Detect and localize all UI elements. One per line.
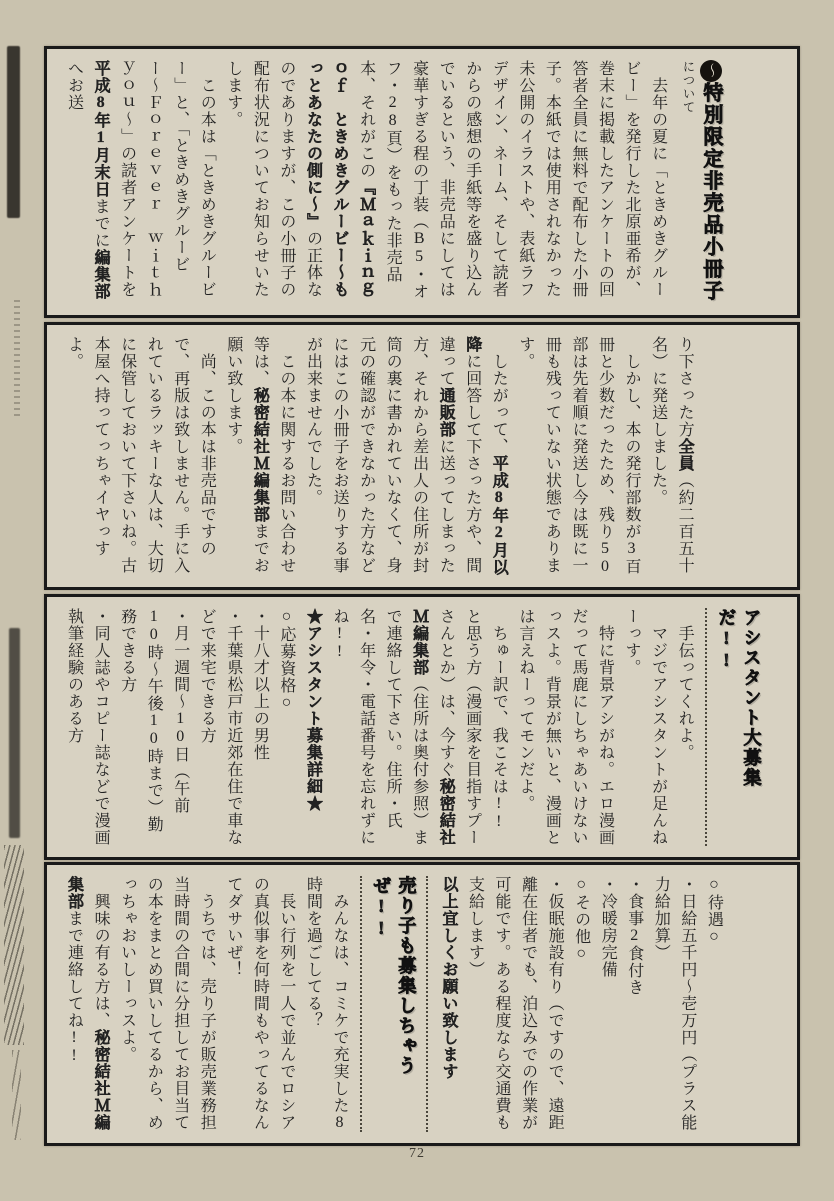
paragraph — [647, 876, 700, 1132]
assistant-recruit-box — [44, 594, 800, 860]
text-segment: ○その他○ — [572, 876, 590, 963]
paragraph — [434, 876, 461, 1132]
paragraph — [700, 876, 727, 1132]
paragraph — [113, 608, 193, 846]
section-title-suffix: について — [680, 60, 695, 114]
text-segment: までに — [92, 198, 110, 249]
text-segment: 特に背景アシがね。エロ漫画だって馬鹿にしちゃあいけないっスよ。背景が無いと、漫画とは言えねーってモンだよ。 — [516, 608, 614, 846]
dotted-separator — [426, 876, 428, 1132]
paragraph — [511, 336, 644, 576]
booklet-info-continuation-box — [44, 322, 800, 590]
text-segment: 以上宜しくお願い致します — [439, 876, 457, 1080]
vertical-text-area — [47, 597, 777, 857]
paragraph — [60, 60, 219, 315]
text-segment: ・月一週間〜10日（午前10時〜午後10時まで）勤務できる方 — [118, 608, 189, 833]
text-segment: り下さった方 — [676, 336, 694, 438]
scan-artifact — [14, 300, 20, 420]
text-segment: この本に関するお問い合わせ等は、 — [251, 336, 295, 574]
paragraph — [511, 608, 617, 846]
text-segment: 平成8年1月末日 — [92, 60, 110, 198]
text-segment: ★アシスタント募集詳細★ — [304, 608, 322, 812]
text-segment: みんなは、コミケで充実した8時間を過ごしてる？ — [304, 876, 349, 1132]
text-segment: 全員 — [676, 438, 694, 472]
section-title: 特別限定非売品小冊子 — [699, 82, 722, 302]
text-segment: ○待遇○ — [705, 876, 723, 946]
paragraph — [60, 608, 113, 846]
text-segment: ・同人誌やコピー誌などで漫画執筆経験のある方 — [65, 608, 110, 846]
text-segment: 興味の有る方は、 — [92, 876, 110, 1029]
text-segment: 平成8年2月以降 — [463, 336, 508, 576]
paragraph — [193, 608, 246, 846]
paragraph — [113, 876, 219, 1132]
paragraph — [272, 608, 299, 846]
text-segment: の正体なのでありますが、この小冊子の配布状況についてお知らせいたします。 — [224, 60, 322, 298]
text-segment: 秘密結社Ｍ編集部 — [410, 608, 455, 846]
paragraph — [299, 608, 326, 846]
text-segment: ・仮眠施設有り（ですので、遠距離在住者でも、泊込みでの作業が可能です。ある程度なら交通費も支給します） — [466, 876, 564, 1131]
text-segment: ・食事2食付き — [625, 876, 643, 996]
text-segment: 長い行列を一人で並んでロシアの真似事を何時間もやってるなんてダサいぜ！ — [224, 876, 295, 1131]
paragraph — [620, 876, 647, 1132]
text-segment: 去年の夏に「ときめきグルービー」を発行した北原亜希が、巻末に掲載したアンケートの回答者全員に無料で配布した小冊子。本紙では使用されなかった未公開のイラストや、表紙ラフデザイン、ネーム、そして読者からの感想の手紙等を盛り込んでいるという、非売品にしては豪華すぎる程の丁装（B5・オフ・28頁）をもった非売品本、それがこの — [357, 60, 667, 300]
text-segment: （約二百五十名）に発送しました。 — [649, 336, 694, 574]
booklet-info-box — [44, 46, 800, 318]
text-segment: 尚、この本は非売品ですので、再版は致しません。手に入れているラッキーな人は、大切に保管しておいて下さいね。古本屋へ持ってっちゃイヤっすよ。 — [65, 336, 216, 574]
paragraph — [219, 336, 299, 576]
text-segment: ・十八才以上の男性 — [251, 608, 269, 761]
scan-artifact — [7, 46, 20, 218]
text-segment: 通販部 — [437, 387, 455, 438]
paragraph — [60, 876, 113, 1132]
section-header — [679, 60, 722, 304]
scan-artifact — [4, 845, 24, 1045]
text-segment: まで連絡してね!! — [65, 910, 83, 1065]
assistant-recruit-title: アシスタント大募集だ!! — [716, 608, 762, 788]
page-number: 72 — [409, 1146, 425, 1161]
paragraph — [567, 876, 594, 1132]
text-segment: ちゅー訳で、我こそは!!と思う方（漫画家を目指すプーさんとか）は、今すぐ — [437, 608, 508, 846]
paragraph — [671, 608, 698, 846]
paragraph — [219, 876, 299, 1132]
scan-artifact — [9, 628, 20, 838]
vertical-text-area — [47, 865, 739, 1143]
paragraph — [461, 876, 567, 1132]
paragraph — [299, 876, 352, 1132]
dotted-separator — [705, 608, 707, 846]
text-segment: ○応募資格○ — [277, 608, 295, 712]
text-segment: うちでは、売り子が販売業務担当時間の合間に分担してお目当ての本をまとめ買いしてるから、めっちゃおいしーっスよ。 — [118, 876, 216, 1131]
scan-artifact — [12, 1050, 21, 1140]
text-segment: 『Ｍａｋｉｎｇ ｏｆ ときめきグルービー〜もっとあなたの側に〜』 — [304, 60, 375, 315]
text-segment: 秘密結社Ｍ編集部 — [65, 876, 110, 1131]
text-segment: したがって、 — [490, 336, 508, 455]
text-segment: までお願い致します。 — [224, 336, 269, 574]
text-segment: この本は「ときめきグルービー」と、「ときめきグルービー〜Ｆｏｒｅｖｅｒ ｗｉｔｈ ｙｏｕ〜」の読者アンケートを — [118, 60, 216, 315]
circle-wave-icon: 〜 — [700, 60, 722, 82]
text-segment: 秘密結社Ｍ編集部 — [251, 387, 269, 523]
perks-and-seller-recruit-box — [44, 862, 800, 1146]
text-segment: ・冷暖房完備 — [599, 876, 617, 978]
text-segment: に回答して下さった方や、間違って — [437, 336, 481, 574]
paragraph — [60, 336, 219, 576]
text-segment: ・日給五千円〜壱万円（プラス能力給加算） — [652, 876, 696, 1131]
paragraph — [594, 876, 621, 1132]
text-segment: （住所は奥付参照）まで連絡して下さい。住所・氏名・年令・電話番号を忘れずにね!! — [331, 608, 428, 846]
text-segment: 編集部 — [92, 249, 110, 300]
paragraph — [299, 336, 511, 576]
paragraph — [644, 336, 697, 576]
dotted-separator — [360, 876, 362, 1132]
text-segment: へお送 — [65, 60, 83, 111]
text-segment: しかし、本の発行部数が3百冊と少数だったため、残り50部は先着順に発送し今は既に一冊も残っていない状態であります。 — [516, 336, 641, 576]
paragraph — [219, 60, 670, 315]
vertical-text-area — [47, 325, 710, 587]
vertical-text-area — [47, 49, 735, 315]
text-segment: マジでアシスタントが足んねーっす。 — [623, 608, 667, 846]
paragraph — [617, 608, 670, 846]
paragraph — [325, 608, 511, 846]
paragraph — [246, 608, 273, 846]
text-segment: に送ってしまった方、それから差出人の住所が封筒の裏に書かれていなくて、身元の確認ができなかった方などにはこの小冊子をお送りする事が出来ませんでした。 — [304, 336, 455, 574]
seller-recruit-title: 売り子も募集しちゃうぜ!! — [371, 876, 417, 1076]
text-segment: 手伝ってくれよ。 — [676, 608, 694, 761]
text-segment: ・千葉県松戸市近郊在住で車などで来宅できる方 — [198, 608, 242, 846]
